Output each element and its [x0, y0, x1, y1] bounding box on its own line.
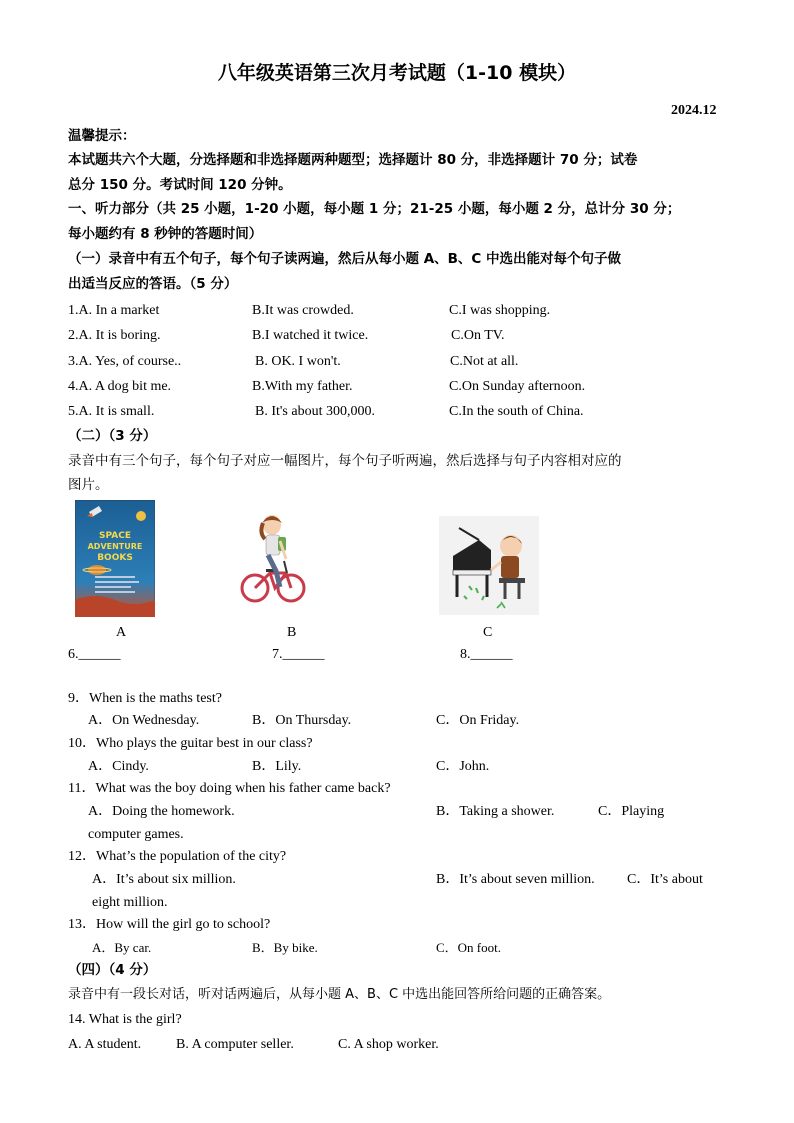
section1-line-1: 一、听力部分（共 25 小题，1-20 小题，每小题 1 分；21-25 小题，每小题 2 分，总计分 30 分； [68, 201, 681, 217]
section1-line-2: 每小题约有 8 秒钟的答题时间） [68, 226, 263, 242]
picture-label-b: B [287, 625, 297, 640]
q2-option-c: C.On TV. [451, 328, 505, 343]
q1-option-a: 1.A. In a market [68, 303, 160, 318]
q12-option-c: C．It’s about [627, 872, 703, 887]
q2-option-b: B.I watched it twice. [252, 328, 369, 343]
q10-option-c: C．John. [436, 759, 490, 774]
exam-date: 2024.12 [671, 103, 717, 118]
q14-option-c: C. A shop worker. [338, 1037, 439, 1052]
q3-option-c: C.Not at all. [450, 354, 519, 369]
q1-option-c: C.I was shopping. [449, 303, 551, 318]
q10: 10．Who plays the guitar best in our class? [68, 736, 313, 751]
picture-label-c: C [483, 625, 493, 640]
q3-option-a: 3.A. Yes, of course.. [68, 354, 182, 369]
q14: 14. What is the girl? [68, 1012, 182, 1027]
q4-option-b: B.With my father. [252, 379, 353, 394]
q9-option-c: C．On Friday. [436, 713, 520, 728]
notice-heading: 温馨提示： [68, 128, 136, 144]
answer-blank-7: 7.______ [272, 647, 325, 662]
q11-option-b: B．Taking a shower. [436, 804, 555, 819]
part4-line-1: 录音中有一段长对话，听对话两遍后，从每小题 A、B、C 中选出能回答所给问题的正确答案。 [68, 987, 611, 1002]
book-title-line-3: BOOKS [97, 553, 133, 563]
part4-heading: （四）（4 分） [68, 962, 157, 978]
notice-line-2: 总分 150 分。考试时间 120 分钟。 [68, 177, 292, 193]
q3-option-b: B. OK. I won't. [255, 354, 341, 369]
q9-option-a: A．On Wednesday. [88, 713, 200, 728]
answer-blank-8: 8.______ [460, 647, 513, 662]
q12: 12．What’s the population of the city? [68, 849, 287, 864]
part2-line-1: 录音中有三个句子，每个句子对应一幅图片，每个句子听两遍，然后选择与句子内容相对应的 [68, 453, 622, 469]
q14-option-a: A. A student. [68, 1037, 142, 1052]
q13-option-a: A．By car. [92, 940, 152, 955]
q11-option-c-cont: computer games. [88, 827, 184, 842]
q9-option-b: B．On Thursday. [252, 713, 352, 728]
picture-c-boy-playing-piano [439, 516, 539, 615]
q13: 13．How will the girl go to school? [68, 917, 271, 932]
q5-option-c: C.In the south of China. [449, 404, 584, 419]
q2-option-a: 2.A. It is boring. [68, 328, 161, 343]
q1-option-b: B.It was crowded. [252, 303, 354, 318]
book-title-line-1: SPACE [99, 531, 131, 541]
q11: 11．What was the boy doing when his father came back? [68, 781, 391, 796]
q5-option-b: B. It's about 300,000. [255, 404, 375, 419]
picture-label-a: A [116, 625, 127, 640]
notice-line-1: 本试题共六个大题，分选择题和非选择题两种题型；选择题计 80 分，非选择题计 70 分；试卷 [68, 152, 638, 168]
part2-heading: （二）（3 分） [68, 428, 157, 444]
q10-option-a: A．Cindy. [88, 759, 149, 774]
q10-option-b: B．Lily. [252, 759, 302, 774]
picture-a-space-book [75, 500, 155, 617]
q12-option-b: B．It’s about seven million. [436, 872, 595, 887]
q11-option-c: C．Playing [598, 804, 665, 819]
q11-option-a: A．Doing the homework. [88, 804, 235, 819]
q4-option-c: C.On Sunday afternoon. [449, 379, 586, 394]
answer-blank-6: 6.______ [68, 647, 121, 662]
part1-line-2: 出适当反应的答语。（5 分） [68, 276, 238, 292]
q12-option-a: A．It’s about six million. [92, 872, 236, 887]
part1-line-1: （一）录音中有五个句子，每个句子读两遍，然后从每小题 A、B、C 中选出能对每个句子做 [68, 251, 622, 267]
picture-b-girl-on-bike [240, 511, 306, 607]
q5-option-a: 5.A. It is small. [68, 404, 155, 419]
q4-option-a: 4.A. A dog bit me. [68, 379, 172, 394]
page-title: 八年级英语第三次月考试题（1-10 模块） [217, 62, 577, 84]
q14-option-b: B. A computer seller. [176, 1037, 294, 1052]
book-title-line-2: ADVENTURE [87, 542, 143, 551]
q9: 9．When is the maths test? [68, 691, 222, 706]
q13-option-c: C．On foot. [436, 940, 502, 955]
q13-option-b: B．By bike. [252, 940, 318, 955]
part2-line-2: 图片。 [68, 477, 109, 493]
q12-option-c-cont: eight million. [92, 895, 168, 910]
